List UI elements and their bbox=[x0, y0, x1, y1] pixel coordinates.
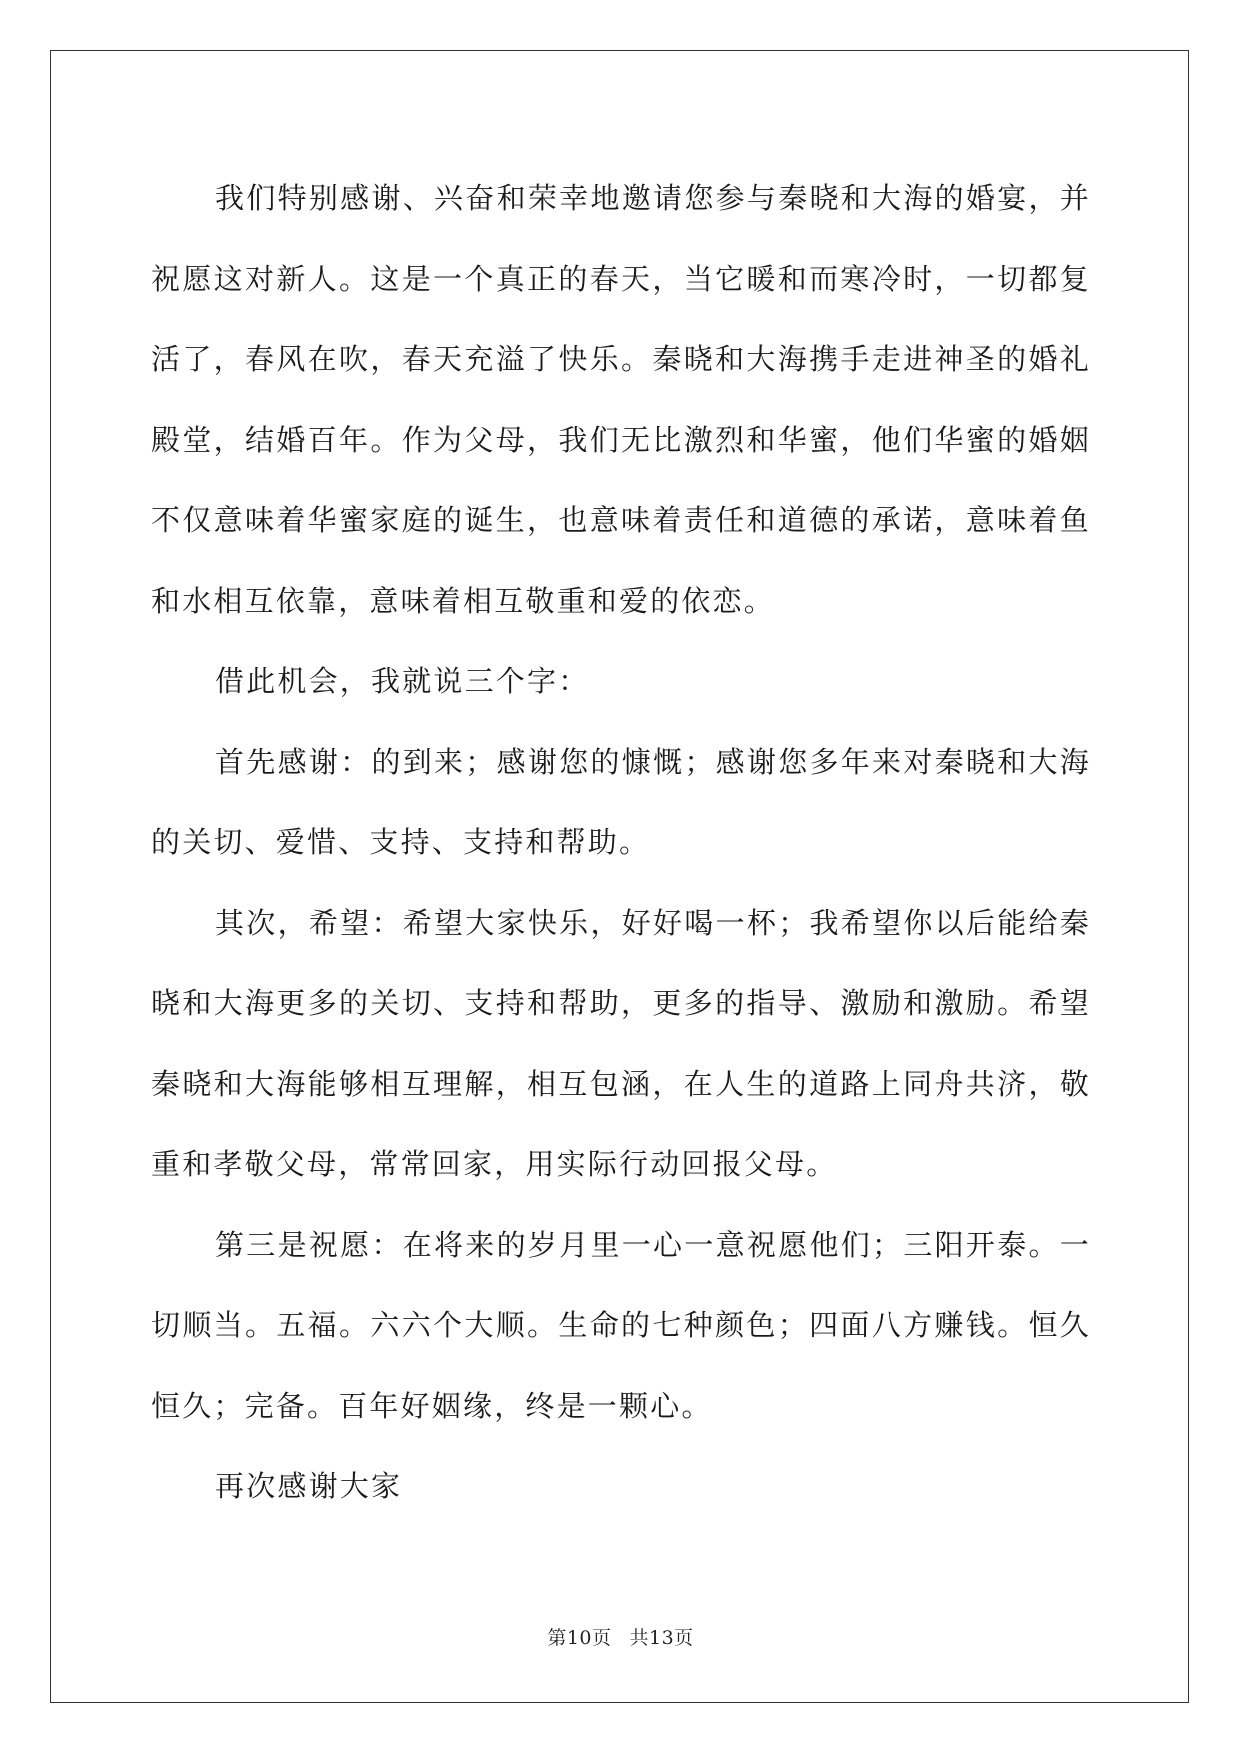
paragraph-invitation: 我们特别感谢、兴奋和荣幸地邀请您参与秦晓和大海的婚宴，并祝愿这对新人。这是一个真正的春天，当它暖和而寒冷时，一切都复活了，春风在吹，春天充溢了快乐。秦晓和大海携手走进神圣的婚礼殿堂，结婚百年。作为父母，我们无比激烈和华蜜，他们华蜜的婚姻不仅意味着华蜜家庭的诞生，也意味着责任和道德的承诺，意味着鱼和水相互依靠，意味着相互敬重和爱的依恋。 bbox=[151, 181, 1091, 618]
current-page-number: 第10页 bbox=[547, 1627, 612, 1649]
total-pages: 共13页 bbox=[629, 1627, 694, 1649]
document-body bbox=[151, 158, 1091, 1527]
paragraph-closing: 再次感谢大家 bbox=[215, 1469, 403, 1503]
paragraph-three-words: 借此机会，我就说三个字： bbox=[215, 664, 590, 698]
paragraph-thanks: 首先感谢：的到来；感谢您的慷慨；感谢您多年来对秦晓和大海的关切、爱惜、支持、支持和帮助。 bbox=[151, 744, 1091, 859]
paragraph-hope: 其次，希望：希望大家快乐，好好喝一杯；我希望你以后能给秦晓和大海更多的关切、支持和帮助，更多的指导、激励和激励。希望秦晓和大海能够相互理解，相互包涵，在人生的道路上同舟共济，敬重和孝敬父母，常常回家，用实际行动回报父母。 bbox=[151, 905, 1091, 1181]
paragraph-blessing: 第三是祝愿：在将来的岁月里一心一意祝愿他们；三阳开泰。一切顺当。五福。六六个大顺。生命的七种颜色；四面八方赚钱。恒久恒久；完备。百年好姻缘，终是一颗心。 bbox=[151, 1227, 1091, 1423]
page-footer bbox=[0, 1623, 1241, 1650]
